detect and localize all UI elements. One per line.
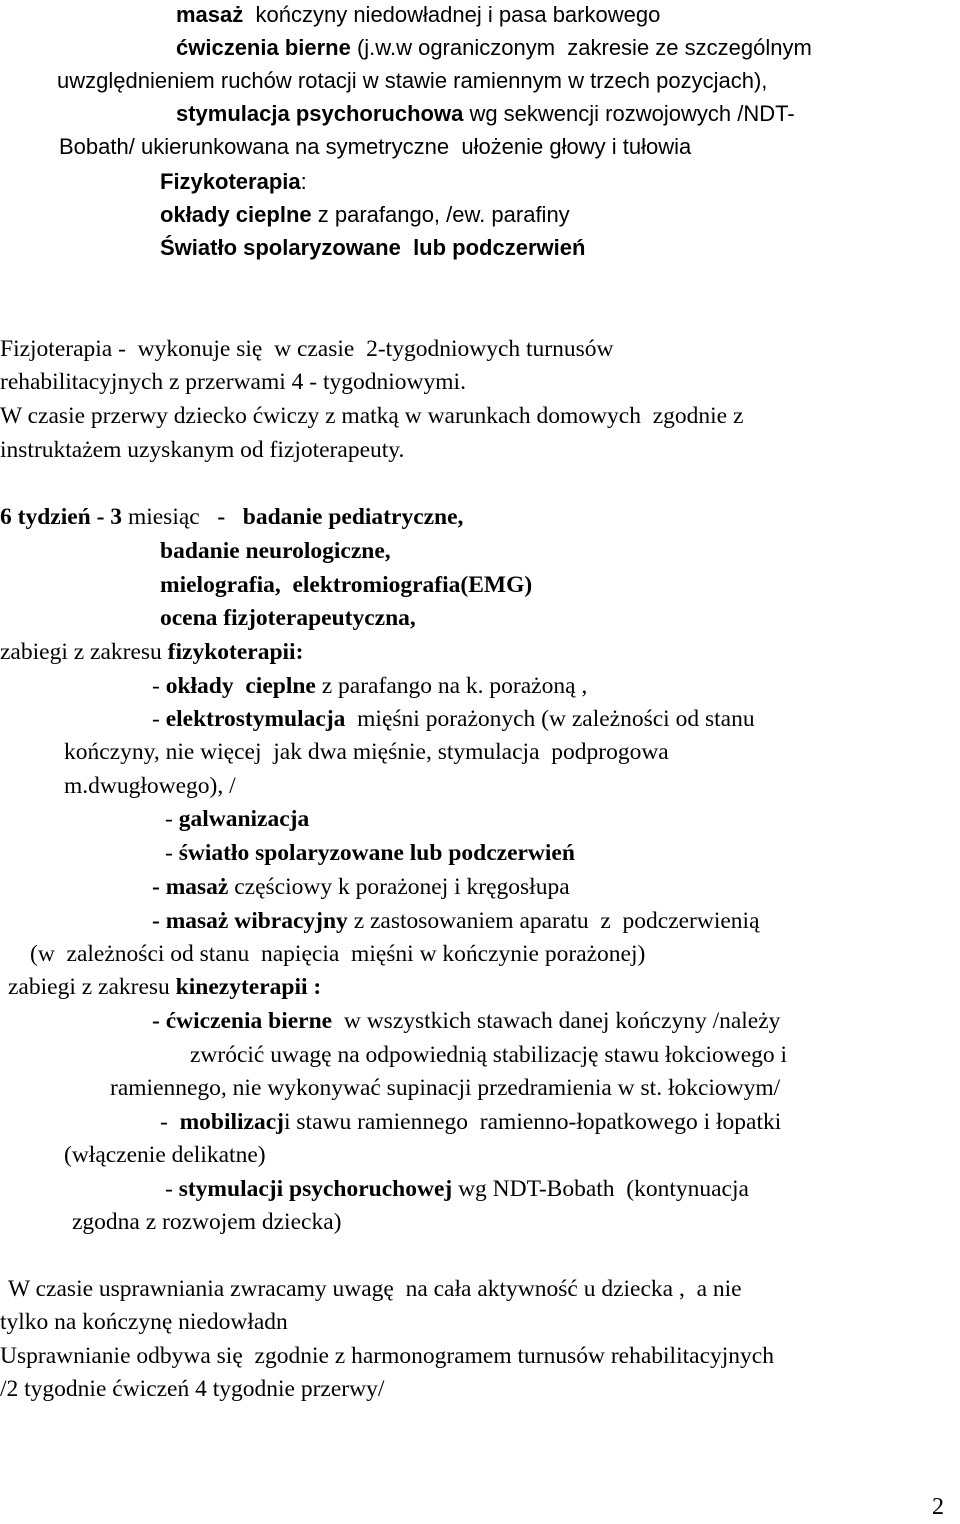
text-segment: z parafango, /ew. parafiny <box>311 202 570 227</box>
bold-text: mobilizacj <box>179 1109 284 1135</box>
text-segment: z zastosowaniem aparatu z podczerwienią <box>347 908 760 934</box>
text-line <box>160 1107 781 1137</box>
bold-text: masaż <box>176 2 244 27</box>
text-segment: Fizjoterapia - wykonuje się w czasie 2-tygodniowych turnusów <box>0 336 614 362</box>
text-line <box>160 233 585 263</box>
text-line <box>152 704 755 734</box>
bold-text: światło spolaryzowane lub podczerwień <box>178 840 575 866</box>
text-line <box>160 603 416 633</box>
text-line <box>165 804 309 834</box>
text-segment: z parafango na k. porażoną , <box>315 673 588 699</box>
bold-text: okłady cieplne <box>160 202 312 227</box>
text-line <box>160 570 532 600</box>
bold-text: stymulacja psychoruchowa <box>176 101 464 126</box>
text-segment: tylko na kończynę niedowładn <box>0 1309 288 1335</box>
text-segment: kończyny niedowładnej i pasa barkowego <box>243 2 661 27</box>
text-line <box>57 66 767 96</box>
text-line <box>0 401 743 431</box>
text-line <box>176 33 812 63</box>
text-segment: - <box>165 840 179 866</box>
bold-text: galwanizacja <box>178 806 310 832</box>
page-number: 2 <box>932 1494 944 1520</box>
bold-text: fizykoterapii: <box>167 639 304 665</box>
text-line <box>160 536 391 566</box>
text-segment: - <box>165 1176 179 1202</box>
text-line <box>160 167 307 197</box>
bold-text: elektrostymulacja <box>165 706 346 732</box>
text-line <box>0 1374 384 1404</box>
text-segment: rehabilitacyjnych z przerwami 4 - tygodniowymi. <box>0 369 466 395</box>
text-line <box>72 1207 341 1237</box>
text-segment: (włączenie delikatne) <box>64 1142 266 1168</box>
bold-text: mielografia, elektromiografia(EMG) <box>160 572 533 598</box>
text-line <box>190 1040 787 1070</box>
text-segment: - <box>152 706 166 732</box>
text-line <box>0 1307 288 1337</box>
text-segment: miesiąc <box>122 504 218 530</box>
text-line <box>8 1274 742 1304</box>
text-segment: Bobath/ ukierunkowana na symetryczne ułożenie głowy i tułowia <box>59 134 692 159</box>
text-segment: /2 tygodnie ćwiczeń 4 tygodnie przerwy/ <box>0 1376 385 1402</box>
bold-text: stymulacji psychoruchowej <box>178 1176 453 1202</box>
text-segment: zabiegi z zakresu <box>8 974 176 1000</box>
text-line <box>59 132 691 162</box>
bold-text: badanie neurologiczne, <box>160 538 391 564</box>
bold-text: kinezyterapii : <box>175 974 322 1000</box>
bold-text: - ćwiczenia bierne <box>152 1008 333 1034</box>
bold-text: okłady cieplne <box>165 673 316 699</box>
text-segment: - <box>152 673 166 699</box>
text-segment: Usprawnianie odbywa się zgodnie z harmonogramem turnusów rehabilitacyjnych <box>0 1343 774 1369</box>
text-segment: - <box>160 1109 180 1135</box>
bold-text: ćwiczenia bierne <box>176 35 351 60</box>
text-line <box>176 99 795 129</box>
text-segment: częściowy k porażonej i kręgosłupa <box>228 874 570 900</box>
text-segment: mięśni porażonych (w zależności od stanu <box>345 706 755 732</box>
text-segment: wg NDT-Bobath (kontynuacja <box>452 1176 749 1202</box>
text-segment: - <box>165 806 179 832</box>
text-line <box>152 906 760 936</box>
text-line <box>165 1174 749 1204</box>
bold-text: - masaż wibracyjny <box>152 908 348 934</box>
text-line <box>0 435 404 465</box>
text-segment: zgodna z rozwojem dziecka) <box>72 1209 342 1235</box>
text-segment: : <box>300 169 307 194</box>
text-segment: instruktażem uzyskanym od fizjoterapeuty. <box>0 437 405 463</box>
text-line <box>64 771 236 801</box>
text-segment: m.dwugłowego), / <box>64 773 236 799</box>
text-segment: zwrócić uwagę na odpowiednią stabilizację stawu łokciowego i <box>190 1042 788 1068</box>
bold-text: - badanie pediatryczne, <box>217 504 464 530</box>
text-line <box>0 502 463 532</box>
text-line <box>0 1341 774 1371</box>
text-line <box>8 972 321 1002</box>
text-line <box>64 737 669 767</box>
text-line <box>64 1140 266 1170</box>
text-segment: wg sekwencji rozwojowych /NDT- <box>463 101 795 126</box>
text-line <box>160 200 570 230</box>
text-line <box>0 334 613 364</box>
text-segment: uwzględnieniem ruchów rotacji w stawie ramiennym w trzech pozycjach), <box>57 68 768 93</box>
bold-text: Światło spolaryzowane lub podczerwień <box>160 235 586 260</box>
text-line <box>152 872 570 902</box>
text-segment: kończyny, nie więcej jak dwa mięśnie, stymulacja podprogowa <box>64 739 669 765</box>
text-line <box>152 671 587 701</box>
text-line <box>110 1073 780 1103</box>
text-line <box>165 838 575 868</box>
text-segment: i stawu ramiennego ramienno-łopatkowego i łopatki <box>284 1109 782 1135</box>
text-segment: W czasie przerwy dziecko ćwiczy z matką w warunkach domowych zgodnie z <box>0 403 744 429</box>
text-line <box>30 939 645 969</box>
text-segment: (w zależności od stanu napięcia mięśni w kończynie porażonej) <box>30 941 646 967</box>
text-segment: ramiennego, nie wykonywać supinacji przedramienia w st. łokciowym/ <box>110 1075 781 1101</box>
bold-text: ocena fizjoterapeutyczna, <box>160 605 416 631</box>
bold-text: - masaż <box>152 874 229 900</box>
bold-text: 6 tydzień - 3 <box>0 504 123 530</box>
text-segment: (j.w.w ograniczonym zakresie ze szczególnym <box>350 35 812 60</box>
text-line <box>0 367 466 397</box>
text-line <box>152 1006 780 1036</box>
text-line <box>176 0 660 30</box>
text-segment: w wszystkich stawach danej kończyny /należy <box>332 1008 781 1034</box>
text-segment: zabiegi z zakresu <box>0 639 168 665</box>
text-line <box>0 637 303 667</box>
text-segment: W czasie usprawniania zwracamy uwagę na cała aktywność u dziecka , a nie <box>8 1276 742 1302</box>
bold-text: Fizykoterapia <box>160 169 301 194</box>
